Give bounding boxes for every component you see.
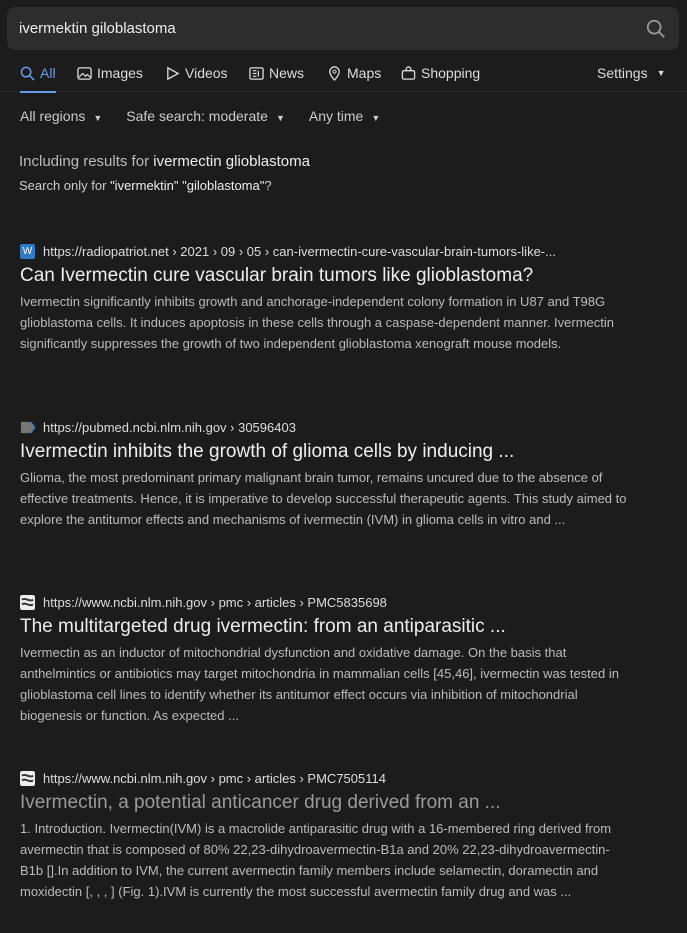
caret-down-icon: ▼ xyxy=(656,68,666,78)
settings-dropdown[interactable]: Settings ▼ xyxy=(597,65,666,81)
tab-news[interactable]: News xyxy=(249,65,304,81)
caret-down-icon: ▼ xyxy=(371,113,381,123)
newspaper-icon xyxy=(249,66,264,81)
result-title[interactable]: Ivermectin inhibits the growth of glioma cells by inducing ... xyxy=(20,441,515,462)
result-url[interactable]: https://pubmed.ncbi.nlm.nih.gov › 30596403 xyxy=(43,419,296,435)
tab-images[interactable]: Images xyxy=(77,65,143,81)
search-result xyxy=(20,593,630,726)
search-icon[interactable] xyxy=(645,18,667,40)
tab-bar xyxy=(0,60,687,92)
search-result xyxy=(20,242,630,354)
filter-bar xyxy=(20,108,380,124)
corrected-query-link[interactable]: ivermectin glioblastoma xyxy=(153,153,310,170)
image-icon xyxy=(77,66,92,81)
safe-search-filter[interactable]: Safe search: moderate ▼ xyxy=(126,108,285,124)
search-result xyxy=(20,769,630,902)
tab-videos[interactable]: Videos xyxy=(165,65,228,81)
search-icon xyxy=(20,66,35,81)
play-icon xyxy=(165,66,180,81)
result-snippet: 1. Introduction. Ivermectin(IVM) is a macrolide antiparasitic drug with a 16-membered ring derived from avermectin that is composed of 80% 22,23-dihydroavermectin-B1a and 20% 22,23-dihydroavermectin-B1b [].In addition to IVM, the current avermectin family members include selamectin, doramectin and moxidectin [, , , ] (Fig. 1).IVM is currently the most successful avermectin family drug and was ... xyxy=(20,821,612,899)
result-snippet: Ivermectin as an inductor of mitochondrial dysfunction and oxidative damage. On the basis that anthelmintics or antibiotics may target mitochondria in mammalian cells [45,46], ivermectin was tested in glioblastoma cell lines to identify whether its antitumor effect occurs via inhibition of mitochondrial biogenesis or function. As expected ... xyxy=(20,645,619,723)
caret-down-icon: ▼ xyxy=(275,113,285,123)
shopping-bag-icon xyxy=(401,66,416,81)
wordpress-favicon-icon: W xyxy=(20,244,35,259)
region-filter[interactable]: All regions ▼ xyxy=(20,108,103,124)
search-bar[interactable] xyxy=(7,7,679,50)
map-pin-icon xyxy=(327,66,342,81)
search-original: Search only for "ivermektin" "giloblastoma"? xyxy=(19,178,272,193)
pubmed-favicon-icon xyxy=(20,420,35,435)
time-filter[interactable]: Any time ▼ xyxy=(308,108,381,124)
result-url[interactable]: https://www.ncbi.nlm.nih.gov › pmc › articles › PMC5835698 xyxy=(43,594,387,610)
search-input[interactable]: ivermektin giloblastoma xyxy=(19,20,176,37)
result-title[interactable]: Can Ivermectin cure vascular brain tumors like glioblastoma? xyxy=(20,265,534,286)
search-result xyxy=(20,418,630,530)
result-snippet: Glioma, the most predominant primary malignant brain tumor, remains uncured due to the absence of effective treatments. Hence, it is imperative to develop successful therapeutic agents. This study aimed to explore the antitumor effects and mechanisms of ivermectin (IVM) in glioma cells in vitro and ... xyxy=(20,470,627,527)
tab-all[interactable]: All xyxy=(20,65,56,81)
caret-down-icon: ▼ xyxy=(93,113,103,123)
tab-shopping[interactable]: Shopping xyxy=(401,65,480,81)
spelling-correction: Including results for ivermectin glioblastoma xyxy=(19,153,310,170)
original-query-link[interactable]: "ivermektin" "giloblastoma" xyxy=(110,178,265,193)
result-url[interactable]: https://radiopatriot.net › 2021 › 09 › 05 › can-ivermectin-cure-vascular-brain-tumors-like-... xyxy=(43,243,556,259)
result-title[interactable]: Ivermectin, a potential anticancer drug derived from an ... xyxy=(20,792,501,813)
result-snippet: Ivermectin significantly inhibits growth and anchorage-independent colony formation in U87 and T98G glioblastoma cells. It induces apoptosis in these cells through a caspase-dependent manner. Ivermectin significantly suppresses the growth of two independent glioblastoma xenograft mouse models. xyxy=(20,294,615,351)
result-title[interactable]: The multitargeted drug ivermectin: from an antiparasitic ... xyxy=(20,616,506,637)
tab-maps[interactable]: Maps xyxy=(327,65,381,81)
result-url[interactable]: https://www.ncbi.nlm.nih.gov › pmc › articles › PMC7505114 xyxy=(43,770,386,786)
ncbi-favicon-icon xyxy=(20,595,35,610)
ncbi-favicon-icon xyxy=(20,771,35,786)
